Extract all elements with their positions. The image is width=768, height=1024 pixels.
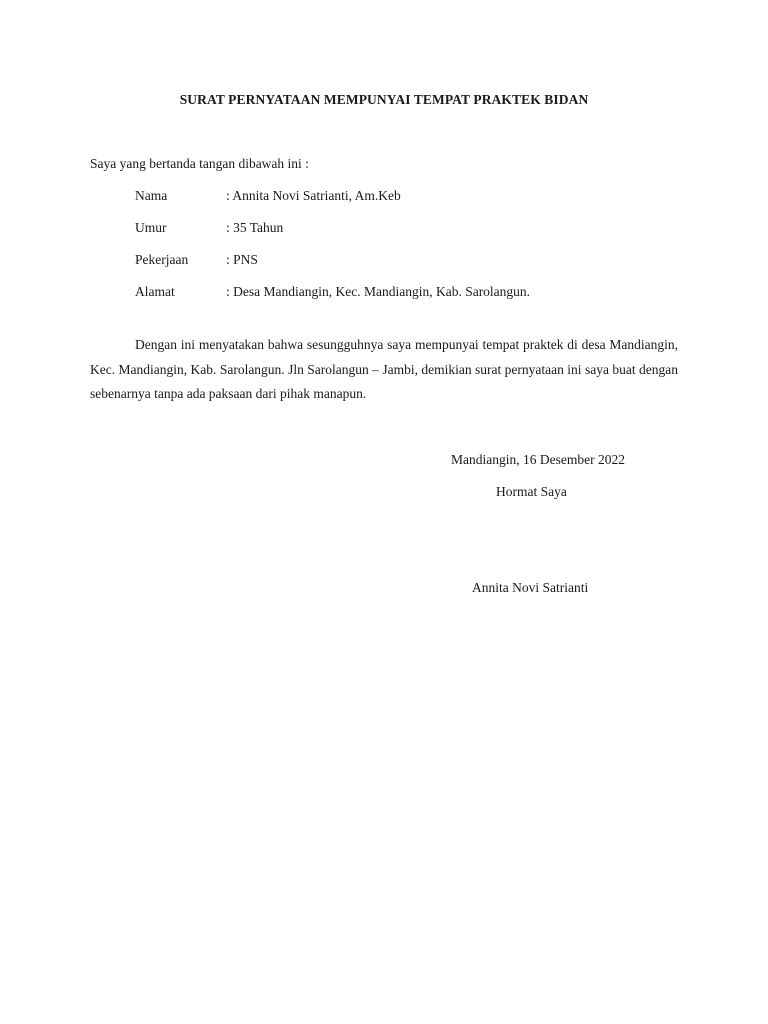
field-label: Alamat (135, 284, 175, 299)
intro-text: Saya yang bertanda tangan dibawah ini : (90, 156, 309, 171)
field-value: : Desa Mandiangin, Kec. Mandiangin, Kab. Sarolangun. (226, 284, 531, 299)
field-value: : Annita Novi Satrianti, Am.Keb (226, 188, 401, 203)
field-value: : PNS (226, 252, 258, 267)
field-label: Pekerjaan (135, 252, 189, 267)
field-label: Nama (135, 188, 168, 203)
document-title: SURAT PERNYATAAN MEMPUNYAI TEMPAT PRAKTEK BIDAN (179, 92, 589, 107)
field-label: Umur (135, 220, 167, 235)
closing-salutation: Hormat Saya (496, 484, 567, 499)
signer-name: Annita Novi Satrianti (472, 580, 589, 595)
field-value: : 35 Tahun (226, 220, 284, 235)
statement-paragraph: Dengan ini menyatakan bahwa sesungguhnya saya mempunyai tempat praktek di desa Mandiangin, Kec. Mandiangin, Kab. Sarolangun. Jln Sarolangun – Jambi, demikian surat pernyataan ini saya buat dengan sebenarnya tanpa ada paksaan dari pihak manapun. (90, 337, 678, 401)
place-date: Mandiangin, 16 Desember 2022 (451, 452, 625, 467)
